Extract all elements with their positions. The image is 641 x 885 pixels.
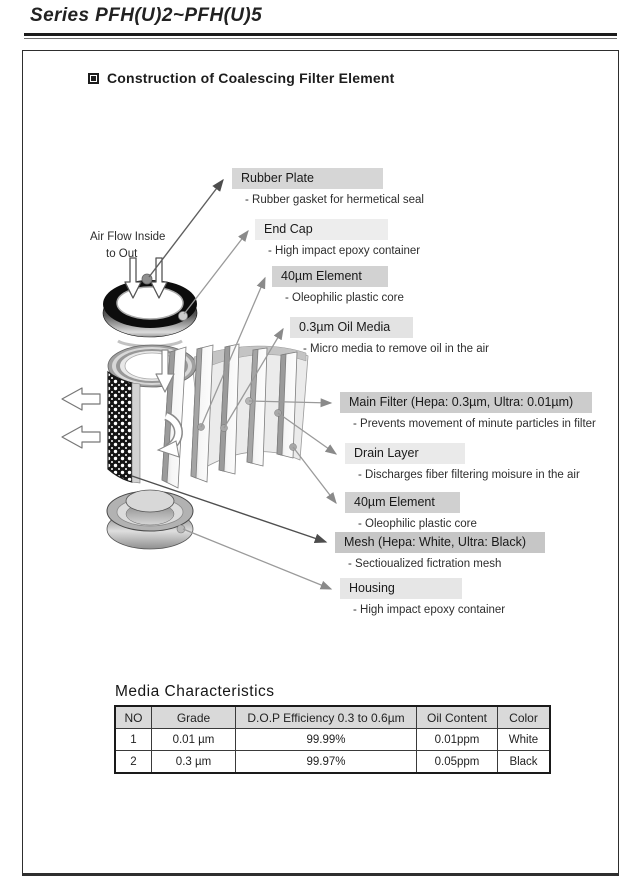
cell-no: 1 [115,729,152,751]
header-cell-grade: Grade [152,706,236,729]
header-cell-oil-content: Oil Content [417,706,498,729]
label-description: - Discharges fiber filtering moisure in the air [358,469,580,481]
label-title: Main Filter (Hepa: 0.3µm, Ultra: 0.01µm) [340,392,592,413]
section-title: Construction of Coalescing Filter Element [107,70,395,86]
label-description: - High impact epoxy container [268,245,421,257]
diagram-label-rubber-plate [232,168,424,206]
diagram-label-drain-layer [345,443,580,481]
label-description: - Sectioualized fictration mesh [348,558,502,570]
media-characteristics-table [114,705,551,774]
end-cap-anchor-dot [179,312,188,321]
header-cell-dop-efficiency: D.O.P Efficiency 0.3 to 0.6µm [236,706,417,729]
cell-no: 2 [115,751,152,774]
diagram-label-housing [340,578,505,616]
label-description: - Rubber gasket for hermetical seal [245,194,424,206]
cell-grade: 0.3 µm [152,751,236,774]
cell-color: White [498,729,551,751]
cell-grade: 0.01 µm [152,729,236,751]
label-title: Mesh (Hepa: White, Ultra: Black) [335,532,545,553]
header-cell-color: Color [498,706,551,729]
cell-color: Black [498,751,551,774]
label-description: - Micro media to remove oil in the air [303,343,489,355]
cell-dop-efficiency: 99.99% [236,729,417,751]
diagram-label-40um-element-top [272,266,404,304]
diagram-label-mesh [335,532,545,570]
cell-dop-efficiency: 99.97% [236,751,417,774]
page-title: Series PFH(U)2~PFH(U)5 [30,5,263,26]
mesh-face [108,372,140,483]
label-title: Rubber Plate [232,168,383,189]
label-description: - High impact epoxy container [353,604,506,616]
header-cell-no: NO [115,706,152,729]
air-outlet-arrows [62,388,100,448]
label-title: Housing [340,578,462,599]
air-flow-label-line2: to Out [106,248,138,260]
housing-graphic [107,490,193,549]
label-title: Drain Layer [345,443,465,464]
table-row [115,729,550,751]
air-flow-label-line1: Air Flow Inside [90,231,166,243]
rubber-plate-end-cap-graphic [103,280,197,337]
label-title: 40µm Element [272,266,388,287]
cell-oil-content: 0.05ppm [417,751,498,774]
label-title: End Cap [255,219,388,240]
diagram-label-40um-element-bottom [345,492,477,530]
label-title: 0.3µm Oil Media [290,317,413,338]
table-row [115,751,550,774]
diagram-label-oil-media [290,317,489,355]
label-description: - Oleophilic plastic core [285,292,404,304]
label-description: - Prevents movement of minute particles in filter [353,418,596,430]
cell-oil-content: 0.01ppm [417,729,498,751]
filter-element-graphic [62,344,308,488]
label-title: 40µm Element [345,492,460,513]
media-characteristics-title: Media Characteristics [115,683,275,700]
label-description: - Oleophilic plastic core [358,518,477,530]
diagram-label-main-filter [340,392,596,430]
table-header-row [115,706,550,729]
diagram-label-end-cap [255,219,420,257]
